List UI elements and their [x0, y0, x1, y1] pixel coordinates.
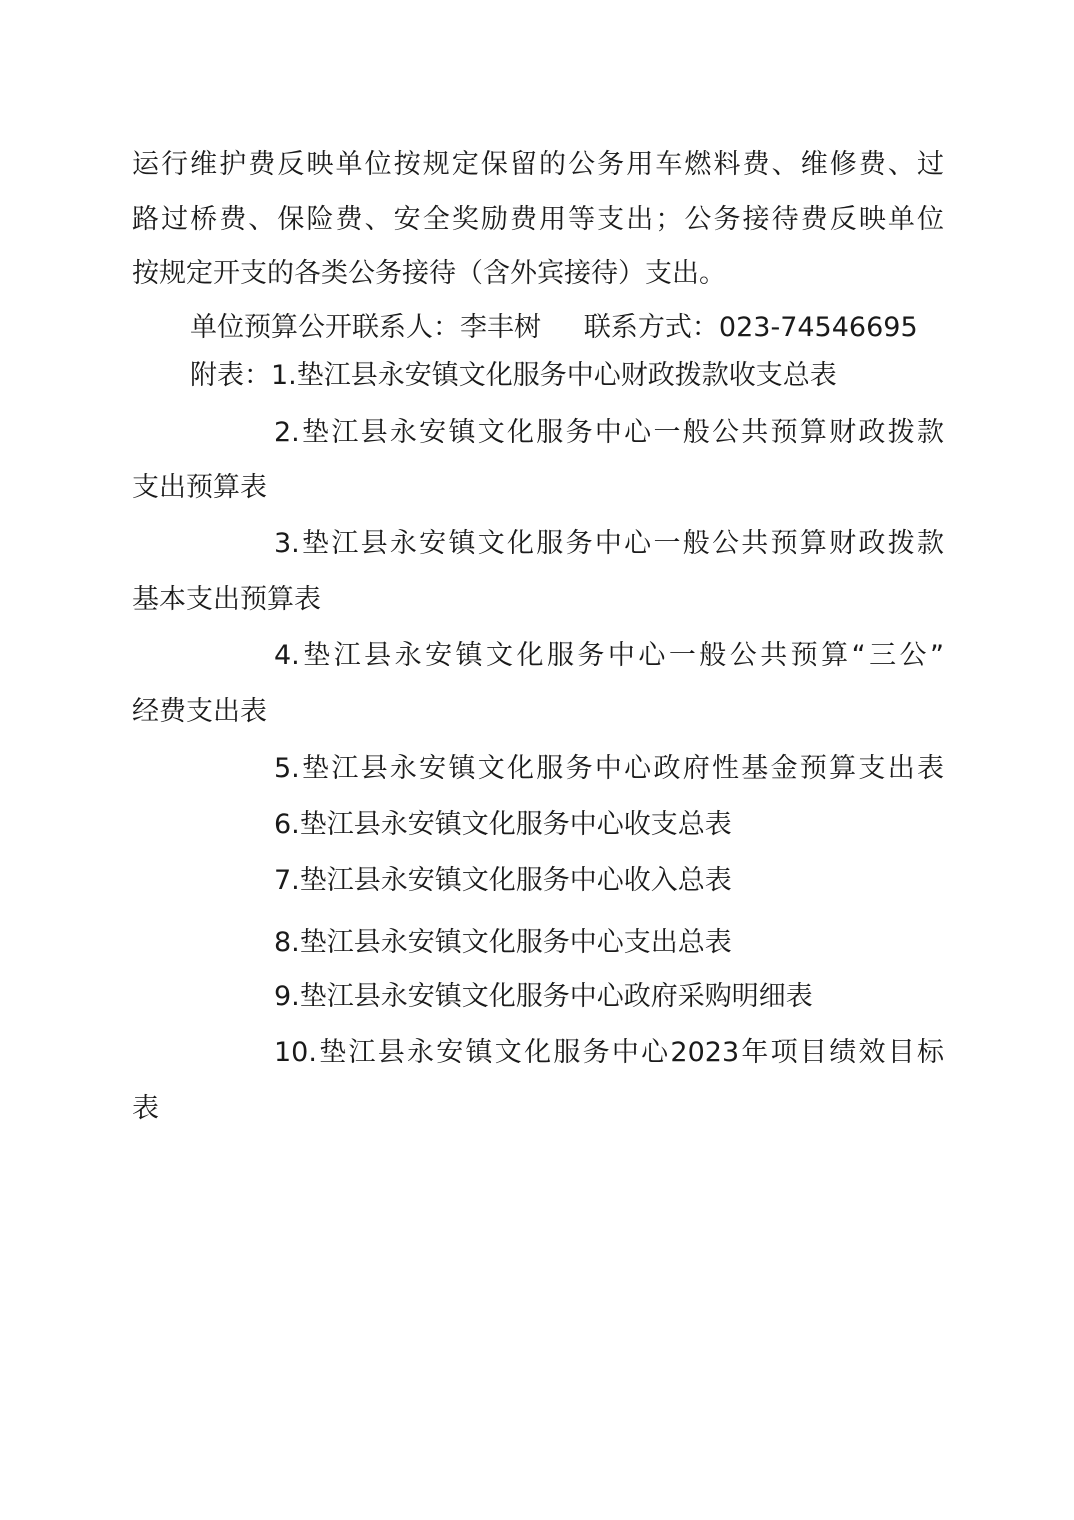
appendix-item-9: 9.垫江县永安镇文化服务中心政府采购明细表	[274, 981, 813, 1012]
appendix-item-1	[190, 356, 950, 396]
appendix-item-5: 5.垫江县永安镇文化服务中心政府性基金预算支出表	[274, 753, 944, 784]
appendix-item-3-line2: 基本支出预算表	[132, 584, 321, 615]
appendix-item-6: 6.垫江县永安镇文化服务中心收支总表	[274, 809, 732, 840]
paragraph-line-3: 按规定开支的各类公务接待（含外宾接待）支出。	[132, 258, 726, 289]
appendix-item-2-line2: 支出预算表	[132, 472, 267, 503]
appendix-item-1-text: 1.垫江县永安镇文化服务中心财政拨款收支总表	[271, 360, 837, 391]
contact-line	[190, 308, 918, 348]
contact-phone: 联系方式：023-74546695	[583, 312, 918, 343]
paragraph-line-1: 运行维护费反映单位按规定保留的公务用车燃料费、维修费、过	[132, 149, 944, 180]
paragraph-line-2: 路过桥费、保险费、安全奖励费用等支出；公务接待费反映单位	[132, 204, 944, 235]
appendix-prefix: 附表：	[190, 360, 271, 391]
appendix-item-3-line1: 3.垫江县永安镇文化服务中心一般公共预算财政拨款	[274, 528, 944, 559]
appendix-item-10-line2: 表	[132, 1093, 159, 1124]
contact-person: 单位预算公开联系人：李丰树	[190, 312, 541, 343]
appendix-item-2-line1: 2.垫江县永安镇文化服务中心一般公共预算财政拨款	[274, 417, 944, 448]
appendix-item-7: 7.垫江县永安镇文化服务中心收入总表	[274, 865, 732, 896]
appendix-item-4-line1: 4.垫江县永安镇文化服务中心一般公共预算“三公”	[274, 640, 944, 671]
appendix-item-4-line2: 经费支出表	[132, 696, 267, 727]
appendix-item-10-line1: 10.垫江县永安镇文化服务中心2023年项目绩效目标	[274, 1037, 944, 1068]
appendix-item-8: 8.垫江县永安镇文化服务中心支出总表	[274, 927, 732, 958]
